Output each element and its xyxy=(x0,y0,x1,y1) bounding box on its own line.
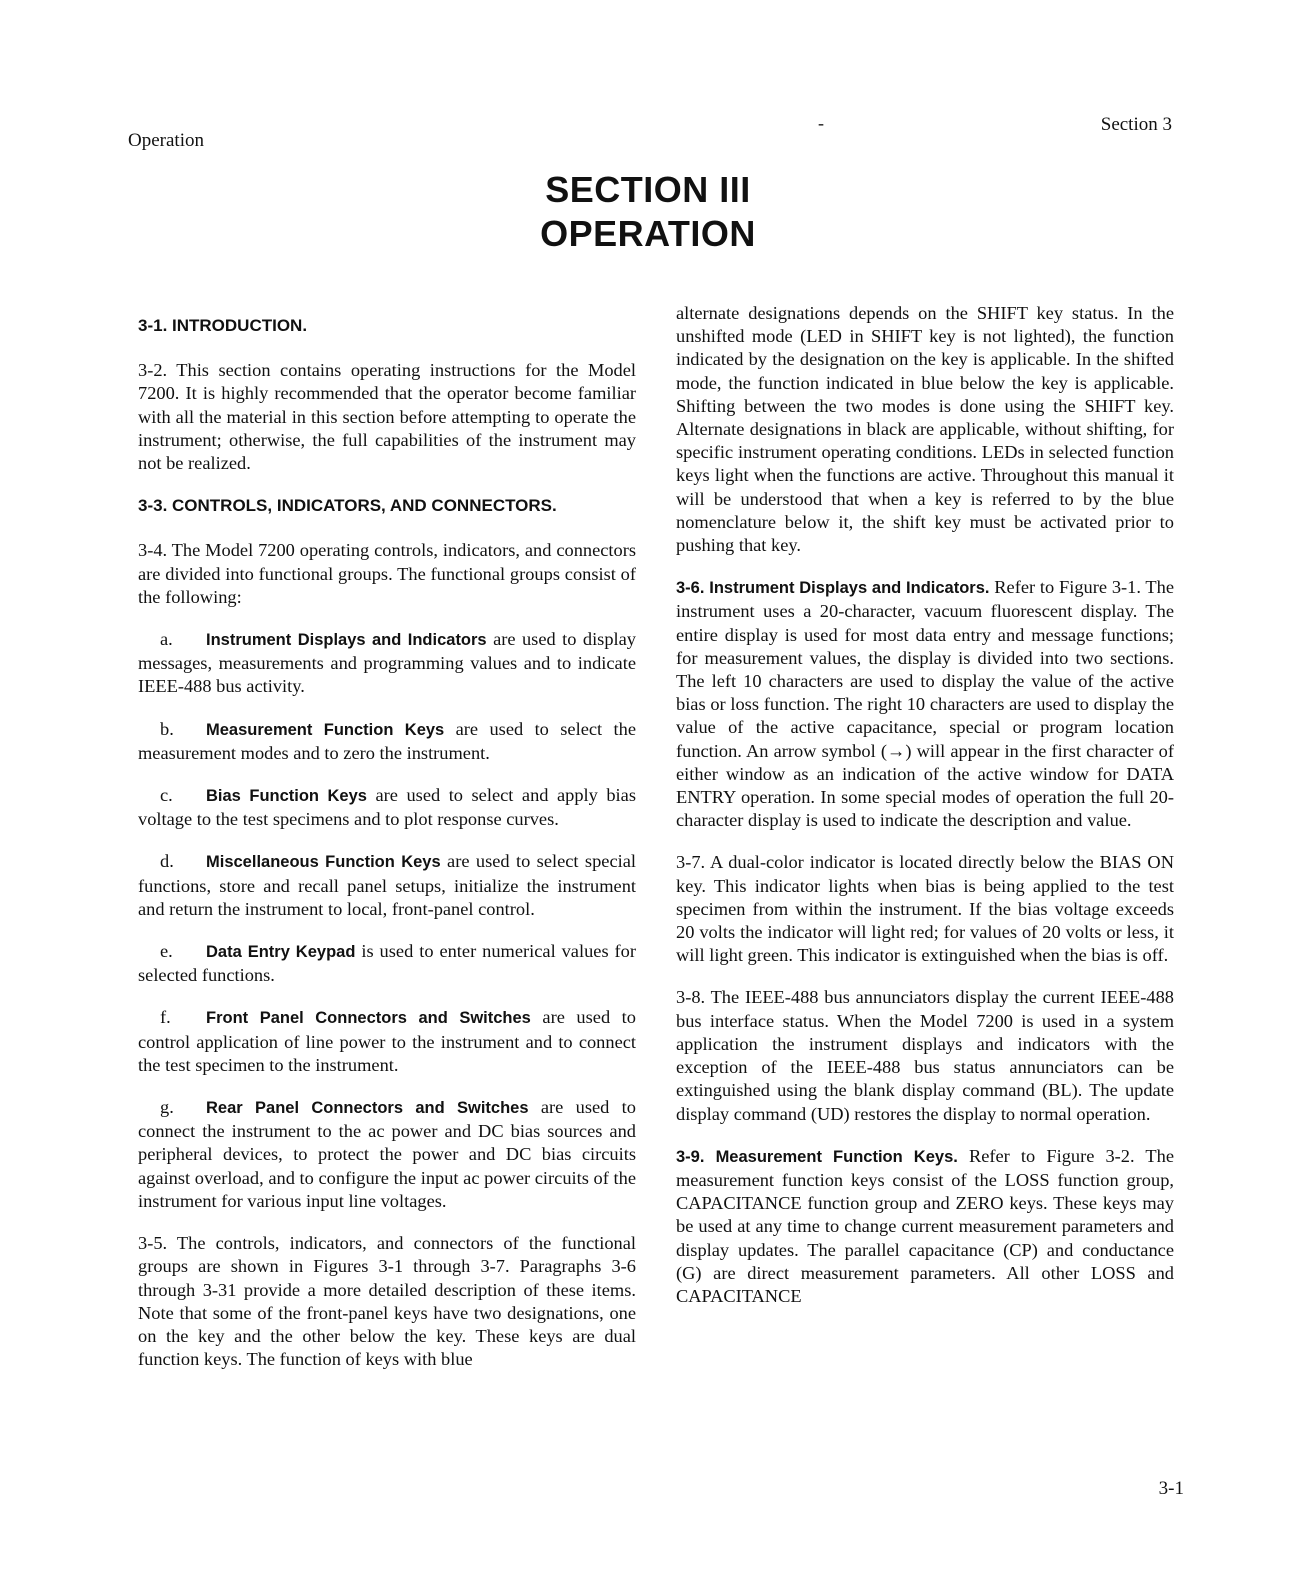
paragraph-text: Refer to Figure 3-1. The instrument uses a 20-character, vacuum fluorescent display. The entire display is used for most data entry and message functions; for measurement values, the display is divided into two sections. The left 10 characters are used to display the value of the active bias or loss function. The right 10 characters are used to display the value of the active capacitance, special or program location function. An arrow symbol (→) will appear in the first character of either window as an indication of the active window for DATA ENTRY operation. In some special modes of operation the full 20-character display is used to indicate the description and value. xyxy=(676,577,1174,831)
heading-introduction: 3-1. INTRODUCTION. xyxy=(138,316,308,335)
item-title: Instrument Displays and Indicators xyxy=(206,631,487,650)
item-title: Measurement Function Keys xyxy=(206,720,445,739)
item-text: are used to connect the instrument to the ac power and DC bias sources and peripheral devices, to protect the power and DC bias circuits against overload, and to configure the input ac power circuits of the instrument for various input line voltages. xyxy=(138,1097,636,1211)
paragraph-3-7: 3-7. A dual-color indicator is located directly below the BIAS ON key. This indicator lights when bias is being applied to the test specimen from within the instrument. If the bias voltage exceeds 20 volts the indicator will light red; for values of 20 volts or less, it will light green. This indicator is extinguished when the bias is off. xyxy=(676,852,1174,966)
item-title: Data Entry Keypad xyxy=(206,943,356,962)
item-text: is used to enter numerical values for selected functions. xyxy=(138,941,636,986)
item-title: Bias Function Keys xyxy=(206,787,367,806)
paragraph-text: Refer to Figure 3-2. The measurement function keys consist of the LOSS function group, CAPACITANCE function group and ZERO keys. These keys may be used at any time to change current measurement parameters and display updates. The parallel capacitance (CP) and conductance (G) are direct measurement parameters. All other LOSS and CAPACITANCE xyxy=(676,1145,1174,1306)
list-item xyxy=(138,784,636,831)
left-column xyxy=(138,302,636,1390)
item-letter: d. xyxy=(160,851,174,872)
paragraph-3-2: 3-2. This section contains operating instructions for the Model 7200. It is highly recommended that the operator become familiar with all the material in this section before attempting to operate the instrument; otherwise, the full capabilities of the instrument may not be realized. xyxy=(138,360,636,474)
item-text: are used to control application of line power to the instrument and to connect the test specimen to the instrument. xyxy=(138,1007,636,1075)
item-title: Rear Panel Connectors and Switches xyxy=(206,1099,529,1118)
item-letter: g. xyxy=(160,1097,174,1118)
paragraph-3-4: 3-4. The Model 7200 operating controls, indicators, and connectors are divided into functional groups. The functional groups consist of the following: xyxy=(138,540,636,607)
item-text: are used to select and apply bias voltage to the test specimens and to plot response curves. xyxy=(138,785,636,830)
running-header-right: Section 3 xyxy=(1100,114,1172,135)
paragraph-title: Instrument Displays and Indicators. xyxy=(709,579,990,598)
paragraph-3-5-continued: alternate designations depends on the SHIFT key status. In the unshifted mode (LED in SHIFT key is not lighted), the function indicated by the designation on the key is applicable. In the shifted mode, the function indicated in blue below the key is applicable. Shifting between the two modes is done using the SHIFT key. Alternate designations in black are applicable, without shifting, for specific instrument operating conditions. LEDs in selected function keys light when the functions are active. Throughout this manual it will be understood that when a key is referred to by the blue nomenclature below it, the shift key must be activated prior to pushing that key. xyxy=(676,303,1174,556)
paragraph-3-5: 3-5. The controls, indicators, and connectors of the functional groups are shown in Figures 3-1 through 3-7. Paragraphs 3-6 through 3-31 provide a more detailed description of these items. Note that some of the front-panel keys have two designations, one on the key and the other below the key. These keys are dual function keys. The function of keys with blue xyxy=(138,1233,636,1370)
list-item xyxy=(138,850,636,921)
item-text: are used to display messages, measurements and programming values and to indicate IEEE-488 bus activity. xyxy=(138,629,637,697)
item-title: Front Panel Connectors and Switches xyxy=(206,1009,531,1028)
running-header-left: Operation xyxy=(128,130,204,151)
header-mark: - xyxy=(818,113,824,133)
list-item xyxy=(138,628,636,699)
paragraph-number: 3-9. xyxy=(676,1147,705,1166)
paragraph-3-6 xyxy=(676,576,1174,832)
item-letter: e. xyxy=(160,941,173,962)
paragraph-3-9 xyxy=(676,1145,1174,1308)
item-text: are used to select the measurement modes and to zero the instrument. xyxy=(138,718,636,763)
item-title: Miscellaneous Function Keys xyxy=(206,853,441,872)
list-item xyxy=(138,1096,636,1213)
paragraph-title: Measurement Function Keys. xyxy=(715,1147,958,1166)
item-text: are used to select special functions, store and recall panel setups, initialize the instrument and return the instrument to local, front-panel control. xyxy=(138,851,636,919)
section-title-line2: OPERATION xyxy=(540,213,756,254)
item-letter: a. xyxy=(160,629,173,650)
section-title xyxy=(0,168,1296,256)
item-letter: b. xyxy=(160,718,174,739)
paragraph-3-8: 3-8. The IEEE-488 bus annunciators display the current IEEE-488 bus interface status. When the Model 7200 is used in a system application the instrument displays and indicators with the exception of the IEEE-488 bus status annunciators can be extinguished using the blank display command (BL). The update display command (UD) restores the display to normal operation. xyxy=(676,987,1174,1124)
list-item xyxy=(138,1006,636,1077)
section-title-line1: SECTION III xyxy=(545,169,751,210)
list-item xyxy=(138,940,636,987)
heading-controls: 3-3. CONTROLS, INDICATORS, AND CONNECTORS. xyxy=(138,496,557,516)
list-item xyxy=(138,718,636,765)
item-letter: f. xyxy=(160,1007,171,1028)
paragraph-number: 3-6. xyxy=(676,579,705,598)
right-column xyxy=(676,302,1174,1327)
item-letter: c. xyxy=(160,785,173,806)
page-number: 3-1 xyxy=(1158,1478,1184,1499)
